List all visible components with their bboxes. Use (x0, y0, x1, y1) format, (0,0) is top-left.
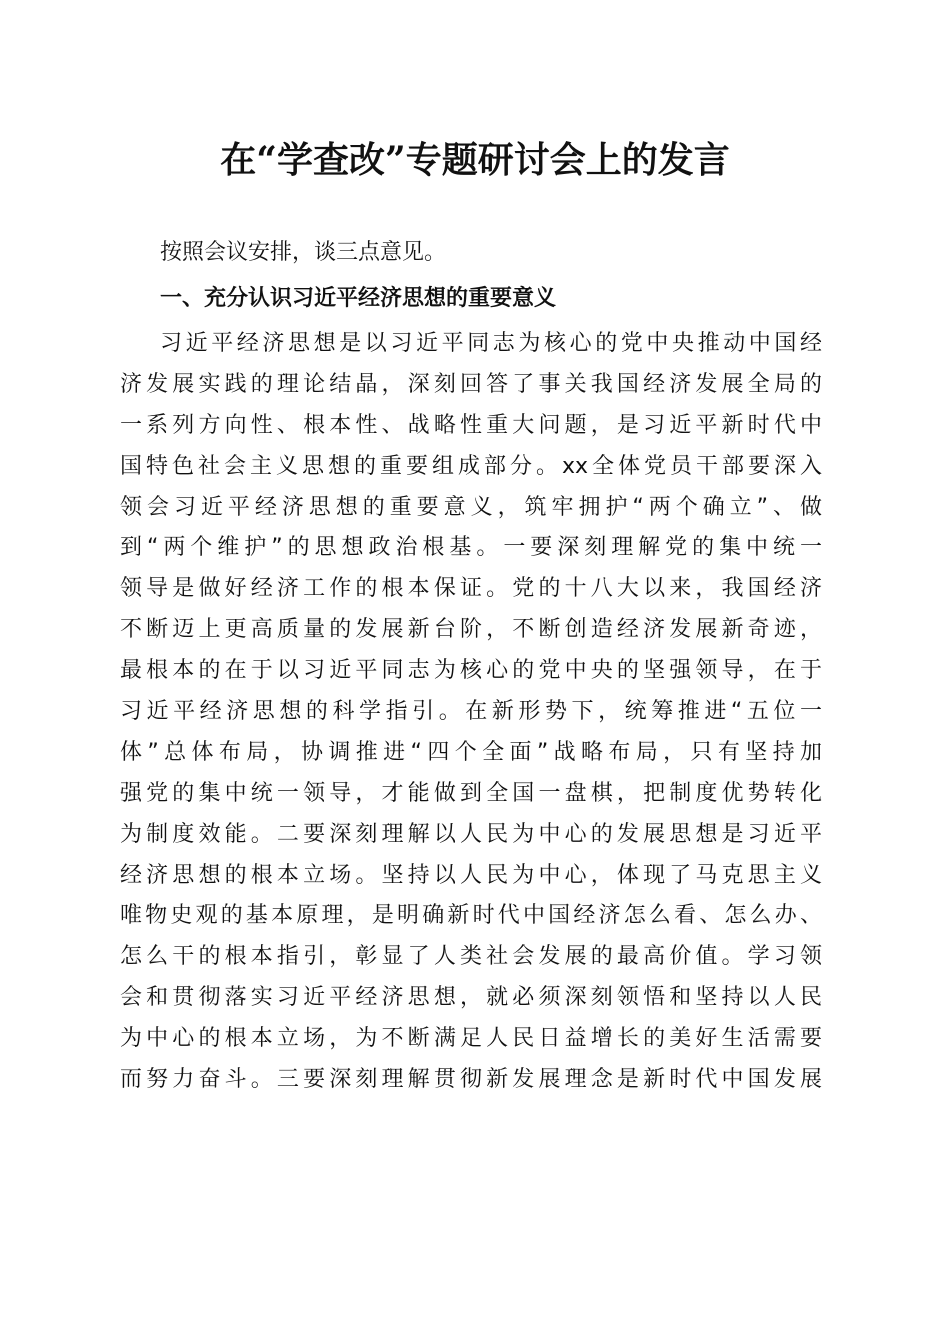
body-line: 领会习近平经济思想的重要意义，筑牢拥护“两个确立”、做 (120, 494, 822, 520)
body-line: 体”总体布局，协调推进“四个全面”战略布局，只有坚持加 (120, 739, 822, 765)
body-line: 经济思想的根本立场。坚持以人民为中心，体现了马克思主义 (120, 862, 822, 888)
document-title: 在“学查改”专题研讨会上的发言 (220, 139, 730, 181)
body-line: 而努力奋斗。三要深刻理解贯彻新发展理念是新时代中国发展 (120, 1067, 822, 1093)
body-line: 会和贯彻落实习近平经济思想，就必须深刻领悟和坚持以人民 (120, 985, 822, 1011)
section-1-body (120, 324, 822, 1101)
body-line: 一系列方向性、根本性、战略性重大问题，是习近平新时代中 (120, 412, 822, 438)
body-line: 唯物史观的基本原理，是明确新时代中国经济怎么看、怎么办、 (120, 903, 822, 929)
body-line: 为制度效能。二要深刻理解以人民为中心的发展思想是习近平 (120, 821, 822, 847)
body-line: 最根本的在于以习近平同志为核心的党中央的坚强领导，在于 (120, 658, 822, 684)
body-line: 不断迈上更高质量的发展新台阶，不断创造经济发展新奇迹， (120, 617, 822, 643)
body-line: 为中心的根本立场，为不断满足人民日益增长的美好生活需要 (120, 1026, 822, 1052)
body-line: 习近平经济思想是以习近平同志为核心的党中央推动中国经 (160, 331, 822, 356)
body-line: 强党的集中统一领导，才能做到全国一盘棋，把制度优势转化 (120, 780, 822, 806)
body-line: 济发展实践的理论结晶，深刻回答了事关我国经济发展全局的 (120, 371, 822, 397)
body-line: 到“两个维护”的思想政治根基。一要深刻理解党的集中统一 (120, 535, 822, 561)
body-line: 习近平经济思想的科学指引。在新形势下，统筹推进“五位一 (120, 699, 822, 725)
body-line: 怎么干的根本指引，彰显了人类社会发展的最高价值。学习领 (120, 944, 822, 970)
body-line: 国特色社会主义思想的重要组成部分。xx全体党员干部要深入 (120, 453, 822, 479)
section-heading-1: 一、充分认识习近平经济思想的重要意义 (160, 286, 557, 311)
intro-paragraph: 按照会议安排，谈三点意见。 (160, 240, 447, 265)
body-line: 领导是做好经济工作的根本保证。党的十八大以来，我国经济 (120, 576, 822, 602)
